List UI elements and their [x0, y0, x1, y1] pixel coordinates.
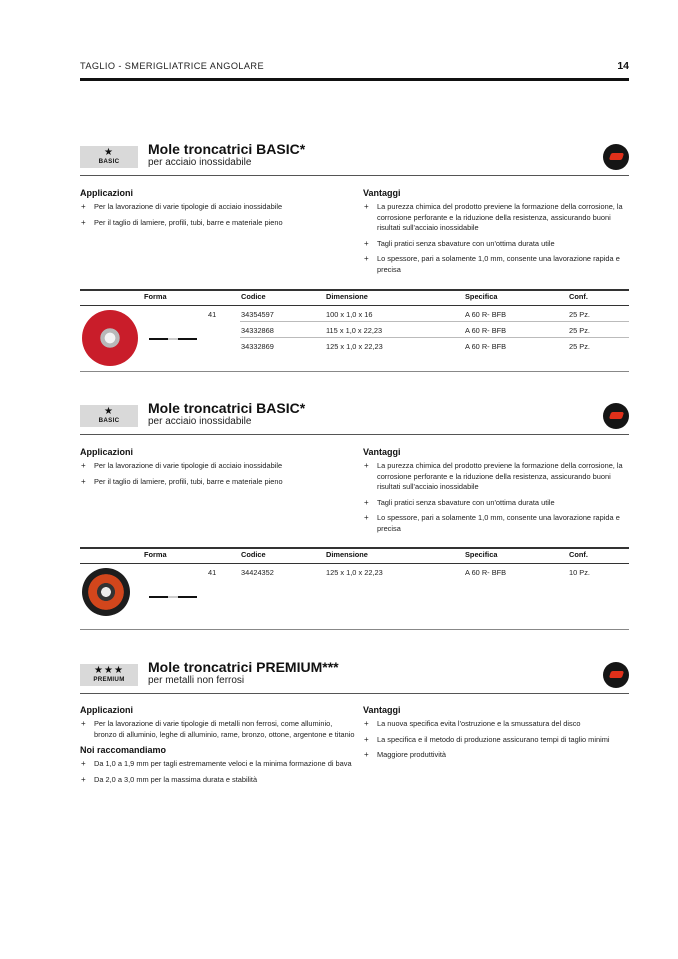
- list-item: + Tagli pratici senza sbavature con un'ottima durata utile: [363, 239, 629, 250]
- section-subtitle: per acciaio inossidabile: [148, 157, 252, 168]
- table-header: [80, 550, 629, 562]
- page-title: TAGLIO - SMERIGLIATRICE ANGOLARE: [80, 61, 264, 71]
- list-item: + Lo spessore, pari a solamente 1,0 mm, consente una lavorazione rapida e precisa: [363, 513, 629, 534]
- list-item: + Per la lavorazione di varie tipologie di metalli non ferrosi, come alluminio, bronzo di alluminio, leghe di alluminio, rame, bronzo, ottone, argentone e titanio: [80, 719, 356, 740]
- list-item: + La purezza chimica del prodotto previene la formazione della corrosione, la corrosione perforante e la riduzione della resistenza, assicurando buoni risultati sull'acciaio inossidabile: [363, 461, 629, 493]
- section-rule: [80, 434, 629, 435]
- grade-badge: [80, 405, 138, 427]
- grade-badge: [80, 146, 138, 168]
- applicazioni-block: [80, 188, 350, 233]
- col-dimensione: Dimensione: [326, 550, 368, 559]
- list-item: + Maggiore produttività: [363, 750, 629, 761]
- applicazioni-heading: Applicazioni: [80, 705, 134, 715]
- list-item: + La specifica e il metodo di produzione assicurano tempi di taglio minimi: [363, 735, 629, 746]
- star-icon: ★: [104, 147, 114, 158]
- vantaggi-heading: Vantaggi: [363, 447, 401, 457]
- grade-badge: [80, 664, 138, 686]
- list-item: + Tagli pratici senza sbavature con un'ottima durata utile: [363, 498, 629, 509]
- header-rule: [80, 78, 629, 81]
- list-item: + Per il taglio di lamiere, profili, tubi, barre e materiale pieno: [80, 218, 350, 229]
- table-header: [80, 292, 629, 304]
- list-item: + La nuova specifica evita l'ostruzione e la smussatura del disco: [363, 719, 629, 730]
- list-item: + Per la lavorazione di varie tipologie di acciaio inossidabile: [80, 461, 350, 472]
- section-subtitle: per metalli non ferrosi: [148, 675, 245, 686]
- list-item: + Per la lavorazione di varie tipologie di acciaio inossidabile: [80, 202, 350, 213]
- section-subtitle: per acciaio inossidabile: [148, 416, 252, 427]
- applicazioni-block: [80, 447, 350, 492]
- col-dimensione: Dimensione: [326, 292, 368, 301]
- col-conf: Conf.: [569, 292, 588, 301]
- star-icon: ★: [104, 406, 114, 417]
- section-rule: [80, 693, 629, 694]
- section-title: Mole troncatrici PREMIUM***: [148, 659, 339, 675]
- brand-logo-icon: [603, 144, 629, 170]
- list-item: + Lo spessore, pari a solamente 1,0 mm, consente una lavorazione rapida e precisa: [363, 254, 629, 275]
- product-table: [80, 289, 629, 373]
- star-icon: ★★★: [94, 665, 124, 676]
- col-specifica: Specifica: [465, 550, 498, 559]
- col-specifica: Specifica: [465, 292, 498, 301]
- col-codice: Codice: [241, 292, 266, 301]
- col-forma: Forma: [144, 550, 167, 559]
- applicazioni-block: [80, 705, 356, 790]
- table-row: 34332868 115 x 1,0 x 22,23 A 60 R- BFB 25 Pz.: [80, 322, 629, 338]
- vantaggi-heading: Vantaggi: [363, 705, 401, 715]
- table-row: 34424352 125 x 1,0 x 22,23 A 60 R- BFB 10 Pz.: [241, 568, 590, 577]
- disc-profile-icon: [149, 596, 197, 598]
- col-codice: Codice: [241, 550, 266, 559]
- section-rule: [80, 175, 629, 176]
- forma-number: 41: [208, 310, 217, 319]
- vantaggi-block: [363, 188, 629, 280]
- applicazioni-heading: Applicazioni: [80, 188, 134, 198]
- brand-logo-icon: [603, 403, 629, 429]
- page-number: 14: [617, 60, 629, 72]
- table-row: 34354597 100 x 1,0 x 16 A 60 R- BFB 25 Pz.: [80, 306, 629, 322]
- vantaggi-heading: Vantaggi: [363, 188, 401, 198]
- badge-label: BASIC: [98, 417, 120, 424]
- page-header: [80, 61, 629, 83]
- list-item: + Da 2,0 a 3,0 mm per la massima durata e stabilità: [80, 775, 356, 786]
- section-title: Mole troncatrici BASIC*: [148, 400, 306, 416]
- col-conf: Conf.: [569, 550, 588, 559]
- badge-label: PREMIUM: [93, 676, 125, 683]
- section-title: Mole troncatrici BASIC*: [148, 141, 306, 157]
- applicazioni-heading: Applicazioni: [80, 447, 134, 457]
- badge-label: BASIC: [98, 158, 120, 165]
- list-item: + La purezza chimica del prodotto previene la formazione della corrosione, la corrosione perforante e la riduzione della resistenza, assicurando buoni risultati sull'acciaio inossidabile: [363, 202, 629, 234]
- table-row: 34332869 125 x 1,0 x 22,23 A 60 R- BFB 25 Pz.: [241, 342, 590, 351]
- forma-number: 41: [208, 568, 217, 577]
- list-item: + Da 1,0 a 1,9 mm per tagli estremamente veloci e la minima formazione di bava: [80, 759, 356, 770]
- brand-logo-icon: [603, 662, 629, 688]
- vantaggi-block: [363, 705, 629, 766]
- col-forma: Forma: [144, 292, 167, 301]
- list-item: + Per il taglio di lamiere, profili, tubi, barre e materiale pieno: [80, 477, 350, 488]
- raccomandiamo-heading: Noi raccomandiamo: [80, 745, 167, 755]
- product-table: [80, 547, 629, 631]
- vantaggi-block: [363, 447, 629, 539]
